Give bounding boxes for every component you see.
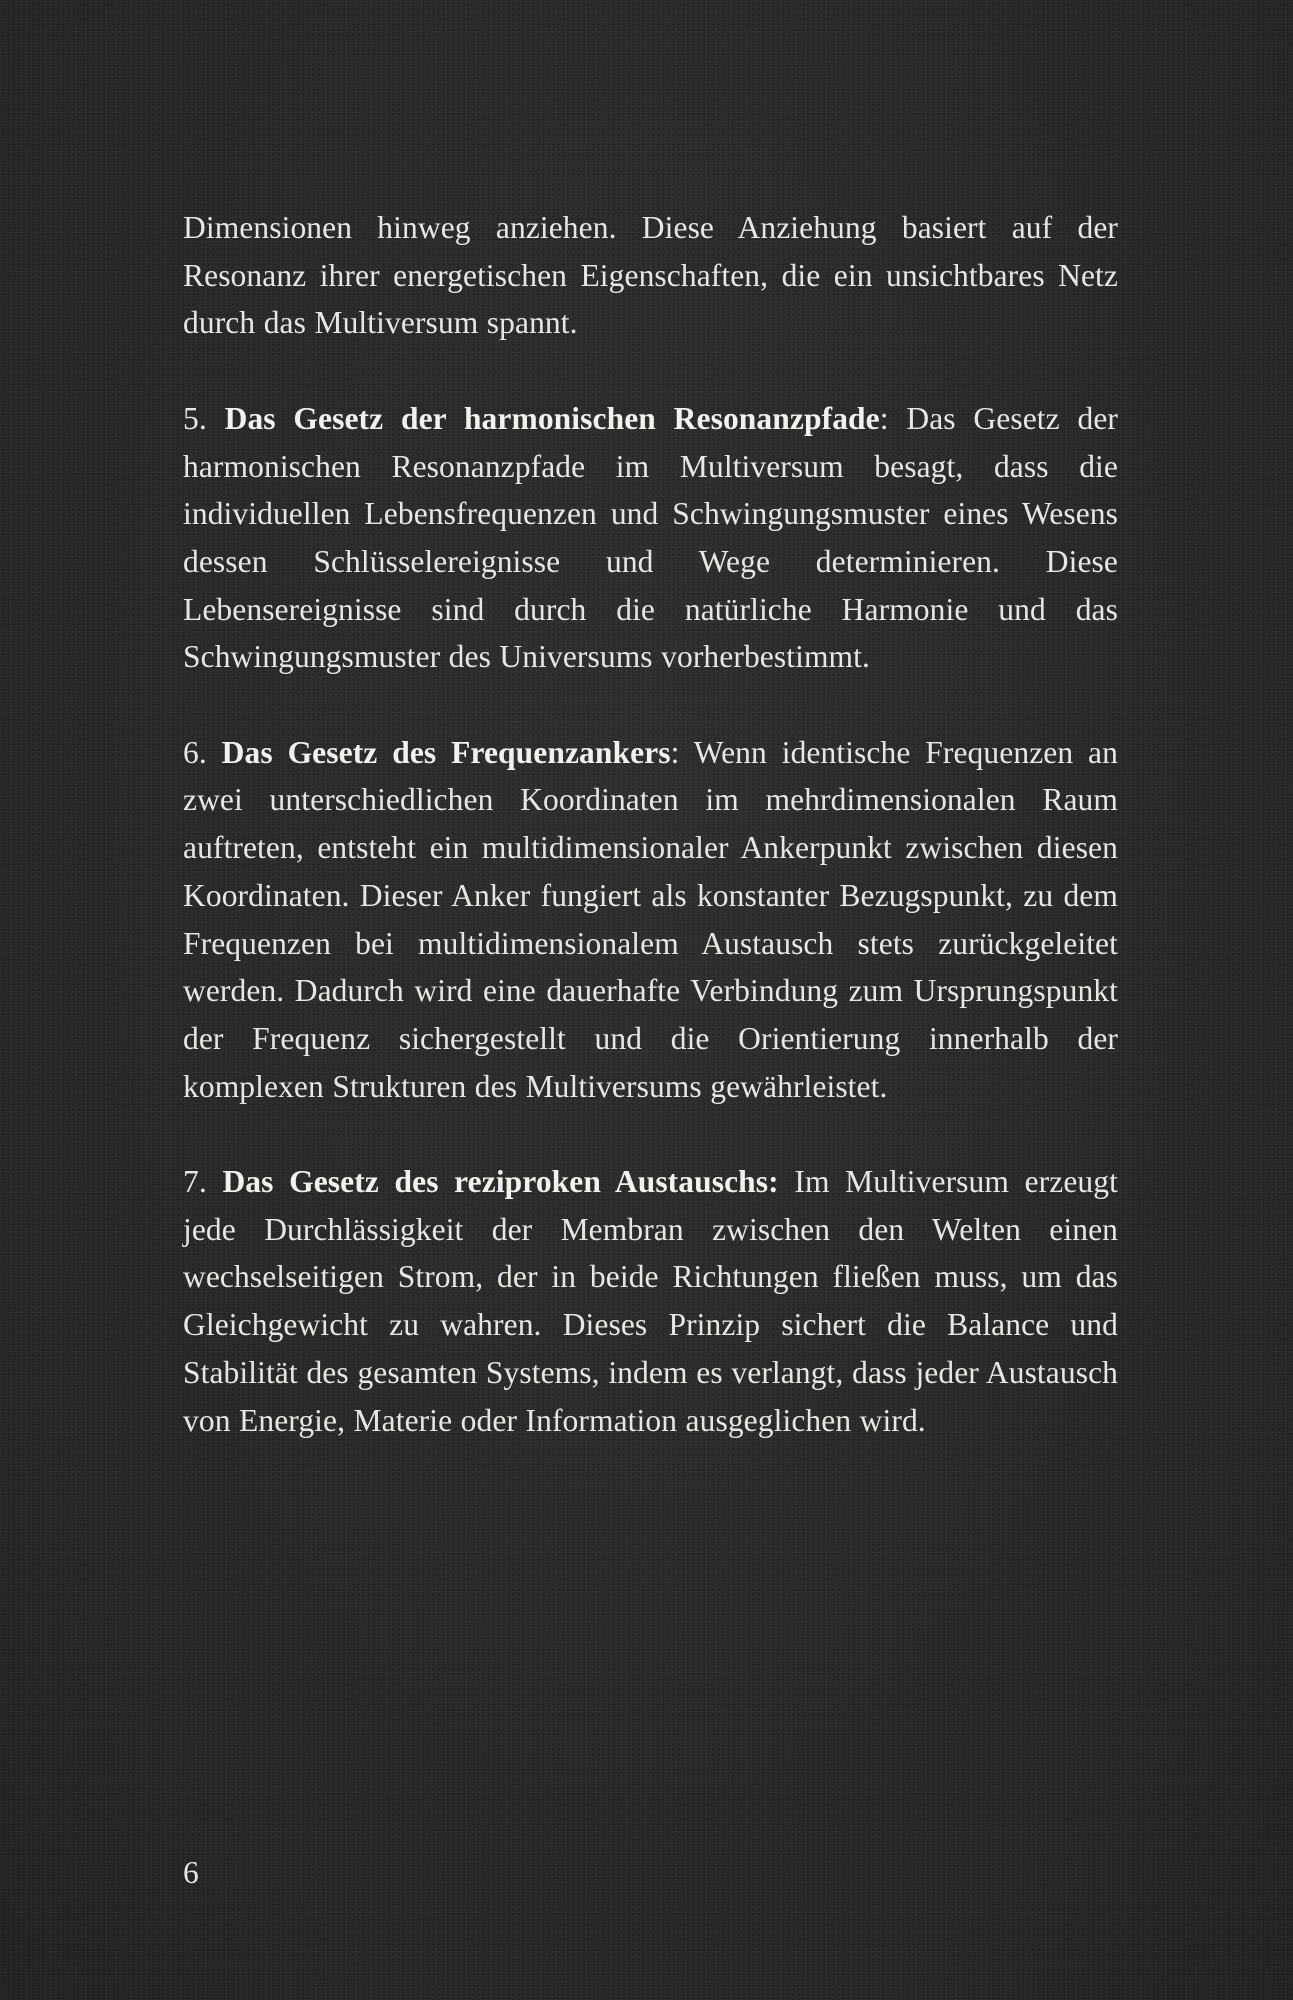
law-number: 6. (183, 734, 207, 770)
page-number: 6 (183, 1855, 199, 1890)
paragraph-continuation (183, 204, 1118, 347)
law-number: 5. (183, 400, 207, 436)
law-title: Das Gesetz des Frequenzankers (221, 734, 671, 770)
law-6-paragraph (183, 729, 1118, 1111)
page-body (183, 204, 1118, 1444)
paragraph-text: Dimensionen hinweg anziehen. Diese Anziehung basiert auf der Resonanz ihrer energetischen Eigenschaften, die ein unsichtbares Netz durch das Multiversum spannt. (183, 210, 1118, 341)
law-7-paragraph (183, 1158, 1118, 1444)
law-title: Das Gesetz der harmonischen Resonanzpfade (224, 400, 880, 436)
paragraph-text: : Das Gesetz der harmonischen Resonanzpfade im Multiversum besagt, dass die individuellen Lebensfrequenzen und Schwingungsmuster eines Wesens dessen Schlüsselereignisse und Wege determinieren. Diese Lebensereignisse sind durch die natürliche Harmonie und das Schwingungsmuster des Universums vorherbestimmt. (183, 400, 1118, 675)
law-5-paragraph (183, 395, 1118, 681)
paragraph-text: : Wenn identische Frequenzen an zwei unterschiedlichen Koordinaten im mehrdimensionalen Raum auftreten, entsteht ein multidimensionaler Ankerpunkt zwischen diesen Koordinaten. Dieser Anker fungiert als konstanter Bezugspunkt, zu dem Frequenzen bei multidimensionalem Austausch stets zurückgeleitet werden. Dadurch wird eine dauerhafte Verbindung zum Ursprungspunkt der Frequenz sichergestellt und die Orientierung innerhalb der komplexen Strukturen des Multiversums gewährleistet. (183, 734, 1118, 1104)
paragraph-text: Im Multiversum erzeugt jede Durchlässigkeit der Membran zwischen den Welten einen wechselseitigen Strom, der in beide Richtungen fließen muss, um das Gleichgewicht zu wahren. Dieses Prinzip sichert die Balance und Stabilität des gesamten Systems, indem es verlangt, dass jeder Austausch von Energie, Materie oder Information ausgeglichen wird. (183, 1164, 1118, 1438)
law-title: Das Gesetz des reziproken Austauschs: (222, 1164, 779, 1200)
law-number: 7. (183, 1164, 207, 1200)
